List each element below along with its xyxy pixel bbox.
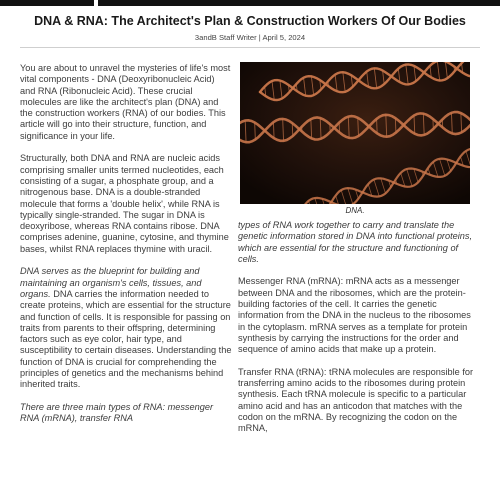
left-column bbox=[20, 63, 232, 436]
paragraph-intro: You are about to unravel the mysteries of life's most vital components - DNA (Deoxyribonucleic Acid) and RNA (Ribonucleic Acid). These crucial molecules are like the architect's plan (DNA) and the construction workers (RNA) of our bodies. This article will go into their structure, function, and significance in your life. bbox=[20, 63, 231, 141]
top-bar-notch bbox=[94, 0, 98, 6]
paragraph-dna-function bbox=[20, 266, 232, 390]
article-byline: 3andB Staff Writer | April 5, 2024 bbox=[194, 33, 306, 42]
dna-helix-illustration bbox=[240, 62, 470, 204]
right-column bbox=[238, 220, 474, 446]
paragraph-trna: Transfer RNA (tRNA): tRNA molecules are responsible for transferring amino acids to the ribosomes during protein synthesis. Each tRNA molecule is specific to a particular amino acid and has an anticodon that matches with the codon on the mRNA. By recognizing the codon on the mRNA, bbox=[238, 366, 474, 434]
helix-middle-rung bbox=[395, 118, 396, 133]
helix-middle-rung bbox=[377, 119, 378, 134]
article-title: DNA & RNA: The Architect's Plan & Construction Workers Of Our Bodies bbox=[34, 14, 466, 28]
paragraph-rna-types: There are three main types of RNA: messenger RNA (mRNA), transfer RNA bbox=[20, 401, 214, 424]
figure-caption: DNA. bbox=[345, 206, 365, 215]
dna-image bbox=[240, 62, 470, 204]
paragraph-mrna: Messenger RNA (mRNA): mRNA acts as a messenger between DNA and the ribosomes, which are the protein-building factories of the cell. It carries the genetic information from the DNA in the nucleus to the ribosomes in the cytoplasm. mRNA serves as a template for protein synthesis by carrying the instructions for the order and sequence of amino acids that make up a protein. bbox=[238, 276, 471, 355]
header-divider bbox=[20, 47, 480, 48]
paragraph-structure: Structurally, both DNA and RNA are nucleic acids comprising smaller units termed nucleotides, each consisting of a sugar, a phosphate group, and a nitrogenous base. DNA is a double-stranded molecule that forms a 'double helix', while RNA is typically single-stranded. The sugar in DNA is deoxyribose, whereas RNA contains ribose. DNA comprises adenine, guanine, cytosine, and thymine bases, whilst RNA replaces thymine with uracil. bbox=[20, 153, 229, 254]
paragraph-dna-function-lead: DNA serves as the blueprint for building and maintaining an organism's cells, tissues, and organs. bbox=[20, 266, 202, 299]
top-bar bbox=[0, 0, 500, 6]
helix-middle-rung bbox=[273, 122, 274, 138]
paragraph-dna-function-body: DNA carries the information needed to create proteins, which are essential for the structure and function of cells. It is responsible for passing on traits from parents to their offspring, determining factors such as eye color, hair type, and susceptibility to certain diseases. Understanding the function of DNA is crucial for comprehending the principles of genetics and the mechanisms behind inherited traits. bbox=[20, 288, 232, 390]
paragraph-rna-types-cont: types of RNA work together to carry and translate the genetic information stored in DNA into functional proteins, which are essential for the structure and functioning of cells. bbox=[238, 220, 473, 264]
